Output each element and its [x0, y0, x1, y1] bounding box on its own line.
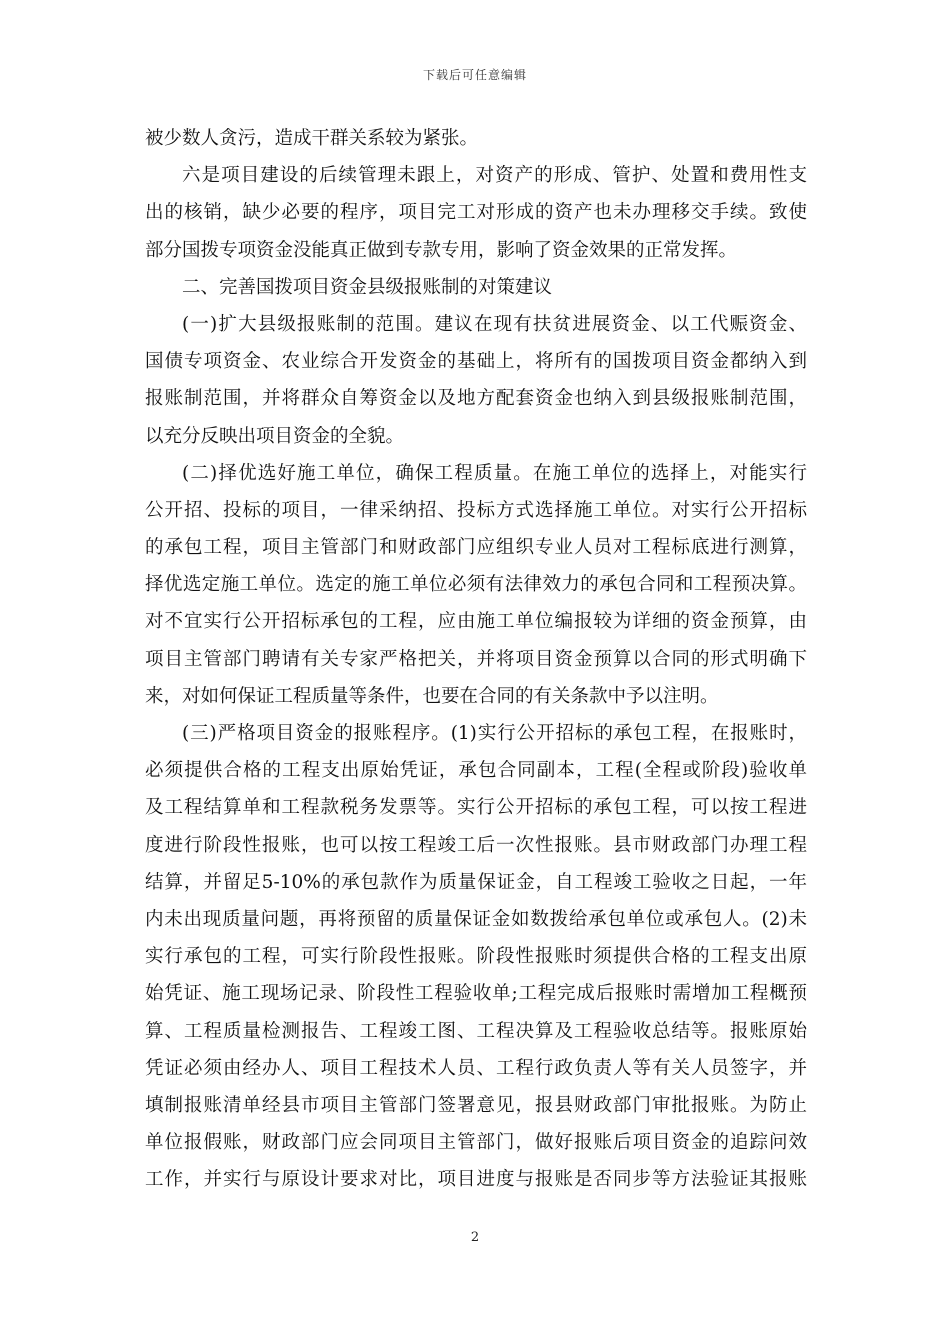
text-line: 对不宜实行公开招标承包的工程，应由施工单位编报较为详细的资金预算，由 — [145, 611, 807, 633]
text-line: 实行承包的工程，可实行阶段性报账。阶段性报账时须提供合格的工程支出原 — [145, 946, 807, 968]
text-line: 填制报账清单经县市项目主管部门签署意见，报县财政部门审批报账。为防止 — [145, 1094, 807, 1116]
text-line: 来，对如何保证工程质量等条件，也要在合同的有关条款中予以注明。 — [145, 685, 719, 707]
text-line: 算、工程质量检测报告、工程竣工图、工程决算及工程验收总结等。报账原始 — [145, 1020, 807, 1042]
text-line: 度进行阶段性报账，也可以按工程竣工后一次性报账。县市财政部门办理工程 — [145, 834, 807, 856]
text-line: 国债专项资金、农业综合开发资金的基础上，将所有的国拨项目资金都纳入到 — [145, 351, 807, 373]
page-header: 下载后可任意编辑 — [422, 68, 527, 82]
text-line: 以充分反映出项目资金的全貌。 — [145, 425, 405, 447]
text-line: 内未出现质量问题，再将预留的质量保证金如数拨给承包单位或承包人。(2)未 — [145, 908, 807, 930]
text-line: 凭证必须由经办人、项目工程技术人员、工程行政负责人等有关人员签字，并 — [145, 1057, 807, 1079]
text-line: 择优选定施工单位。选定的施工单位必须有法律效力的承包合同和工程预决算。 — [145, 574, 807, 596]
text-line: 结算，并留足5-10%的承包款作为质量保证金，自工程竣工验收之日起，一年 — [145, 871, 807, 893]
text-line: 始凭证、施工现场记录、阶段性工程验收单;工程完成后报账时需增加工程概预 — [145, 983, 807, 1005]
text-line: (三)严格项目资金的报账程序。(1)实行公开招标的承包工程，在报账时， — [182, 723, 807, 744]
text-line: 项目主管部门聘请有关专家严格把关，并将项目资金预算以合同的形式明确下 — [145, 648, 807, 670]
section-heading: 二、完善国拨项目资金县级报账制的对策建议 — [182, 276, 553, 298]
text-line: (一)扩大县级报账制的范围。建议在现有扶贫进展资金、以工代赈资金、 — [182, 313, 807, 335]
text-line: 部分国拨专项资金没能真正做到专款专用，影响了资金效果的正常发挥。 — [145, 239, 738, 261]
text-line: 必须提供合格的工程支出原始凭证，承包合同副本，工程(全程或阶段)验收单 — [145, 760, 807, 782]
text-line: 的承包工程，项目主管部门和财政部门应组织专业人员对工程标底进行测算， — [145, 537, 807, 559]
text-line: 出的核销，缺少必要的程序，项目完工对形成的资产也未办理移交手续。致使 — [145, 202, 807, 224]
text-line: 公开招、投标的项目，一律采纳招、投标方式选择施工单位。对实行公开招标 — [145, 499, 807, 521]
text-line: 及工程结算单和工程款税务发票等。实行公开招标的承包工程，可以按工程进 — [145, 797, 807, 819]
page-number: 2 — [470, 1230, 480, 1245]
text-line: 被少数人贪污，造成干群关系较为紧张。 — [145, 128, 479, 149]
text-line: 报账制范围，并将群众自筹资金以及地方配套资金也纳入到县级报账制范围， — [145, 388, 807, 410]
text-line: 单位报假账，财政部门应会同项目主管部门，做好报账后项目资金的追踪问效 — [145, 1132, 807, 1154]
text-line: 六是项目建设的后续管理未跟上，对资产的形成、管护、处置和费用性支 — [182, 165, 807, 187]
body-text — [145, 120, 807, 1198]
text-line: 工作，并实行与原设计要求对比，项目进度与报账是否同步等方法验证其报账 — [145, 1169, 807, 1191]
text-line: (二)择优选好施工单位，确保工程质量。在施工单位的选择上，对能实行 — [182, 462, 807, 484]
